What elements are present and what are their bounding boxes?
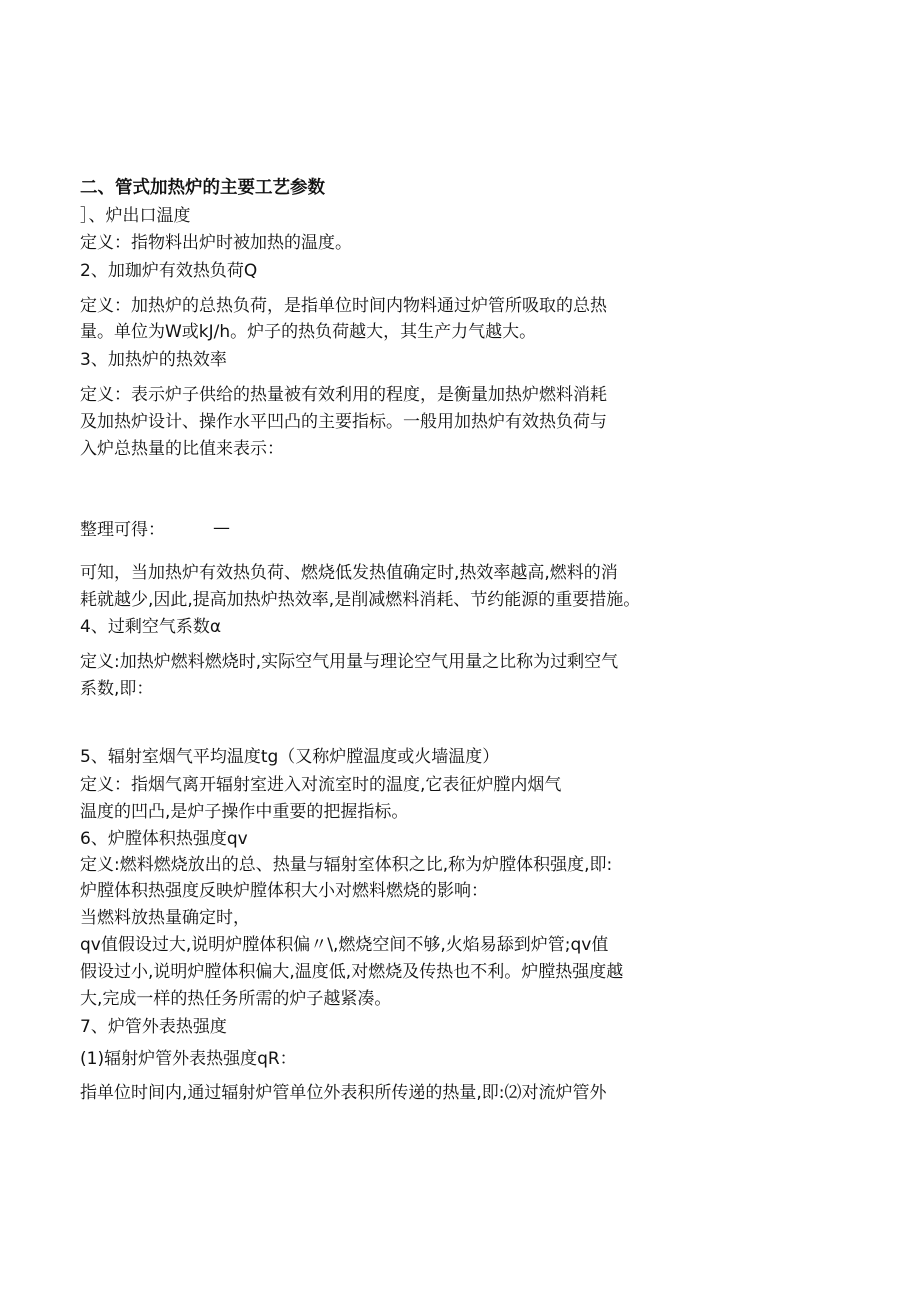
- item-4-definition-line-2: 系数,即：: [80, 679, 154, 699]
- item-3-note-line-2: 耗就越少,因此,提高加热炉热效率,是削减燃料消耗、节约能源的重要措施。: [80, 590, 641, 610]
- item-3-definition-line-1: 定义：表示炉子供给的热量被有效利用的程度，是衡量加热炉燃料消耗: [80, 385, 607, 405]
- item-3-title: 3、加热炉的热效率: [80, 350, 227, 370]
- item-7-title: 7、炉管外表热强度: [80, 1017, 227, 1037]
- item-6-definition-line-3: 当燃料放热量确定时，: [80, 908, 250, 928]
- item-3-definition-line-2: 及加热炉设计、操作水平凹凸的主要指标。一般用加热炉有效热负荷与: [80, 412, 607, 432]
- item-6-definition-line-6: 大,完成一样的热任务所需的炉子越紧凑。: [80, 989, 392, 1009]
- item-2-definition-line-1: 定义：加热炉的总热负荷，是指单位时间内物料通过炉管所吸取的总热: [80, 296, 607, 316]
- item-4-definition-line-1: 定义:加热炉燃料燃烧时,实际空气用量与理论空气用量之比称为过剩空气: [80, 652, 619, 672]
- item-3-note-line-1: 可知，当加热炉有效热负荷、燃烧低发热值确定时,热效率越高,燃料的消: [80, 563, 618, 583]
- item-2-title: 2、加珈炉有效热负荷Q: [80, 261, 258, 281]
- item-6-definition-line-1: 定义:燃料燃烧放出的总、热量与辐射室体积之比,称为炉膛体积强度,即:: [80, 855, 613, 875]
- item-3-result-label: 整理可得：: [80, 520, 165, 540]
- item-5-definition-line-2: 温度的凹凸,是炉子操作中重要的把握指标。: [80, 802, 409, 822]
- item-5-definition-line-1: 定义：指烟气离开辐射室进入对流室时的温度,它表征炉膛内烟气: [80, 775, 562, 795]
- item-6-title: 6、炉膛体积热强度qv: [80, 829, 248, 849]
- item-5-title: 5、辐射室烟气平均温度tg（又称炉膛温度或火墙温度）: [80, 747, 500, 767]
- formula-placeholder-dash: —: [213, 518, 230, 538]
- section-heading: 二、管式加热炉的主要工艺参数: [80, 178, 325, 198]
- item-6-definition-line-5: 假设过小,说明炉膛体积偏大,温度低,对燃烧及传热也不利。炉膛热强度越: [80, 962, 624, 982]
- item-6-definition-line-4: qv值假设过大,说明炉膛体积偏〃\,燃烧空间不够,火焰易舔到炉管;qv值: [80, 935, 609, 955]
- item-2-definition-line-2: 量。单位为W或kJ/h。炉子的热负荷越大，其生产力气越大。: [80, 322, 537, 342]
- item-6-definition-line-2: 炉膛体积热强度反映炉膛体积大小对燃料燃烧的影响：: [80, 881, 488, 901]
- item-7-subtitle-1: (1)辐射炉管外表热强度qR：: [80, 1049, 297, 1069]
- item-3-definition-line-3: 入炉总热量的比值来表示：: [80, 439, 284, 459]
- item-1-title: ］、炉出口温度: [80, 206, 191, 226]
- item-7-definition-line-1: 指单位时间内,通过辐射炉管单位外表积所传递的热量,即:⑵对流炉管外: [80, 1083, 607, 1103]
- item-4-title: 4、过剩空气系数α: [80, 617, 222, 637]
- item-1-definition: 定义：指物料出炉时被加热的温度。: [80, 233, 352, 253]
